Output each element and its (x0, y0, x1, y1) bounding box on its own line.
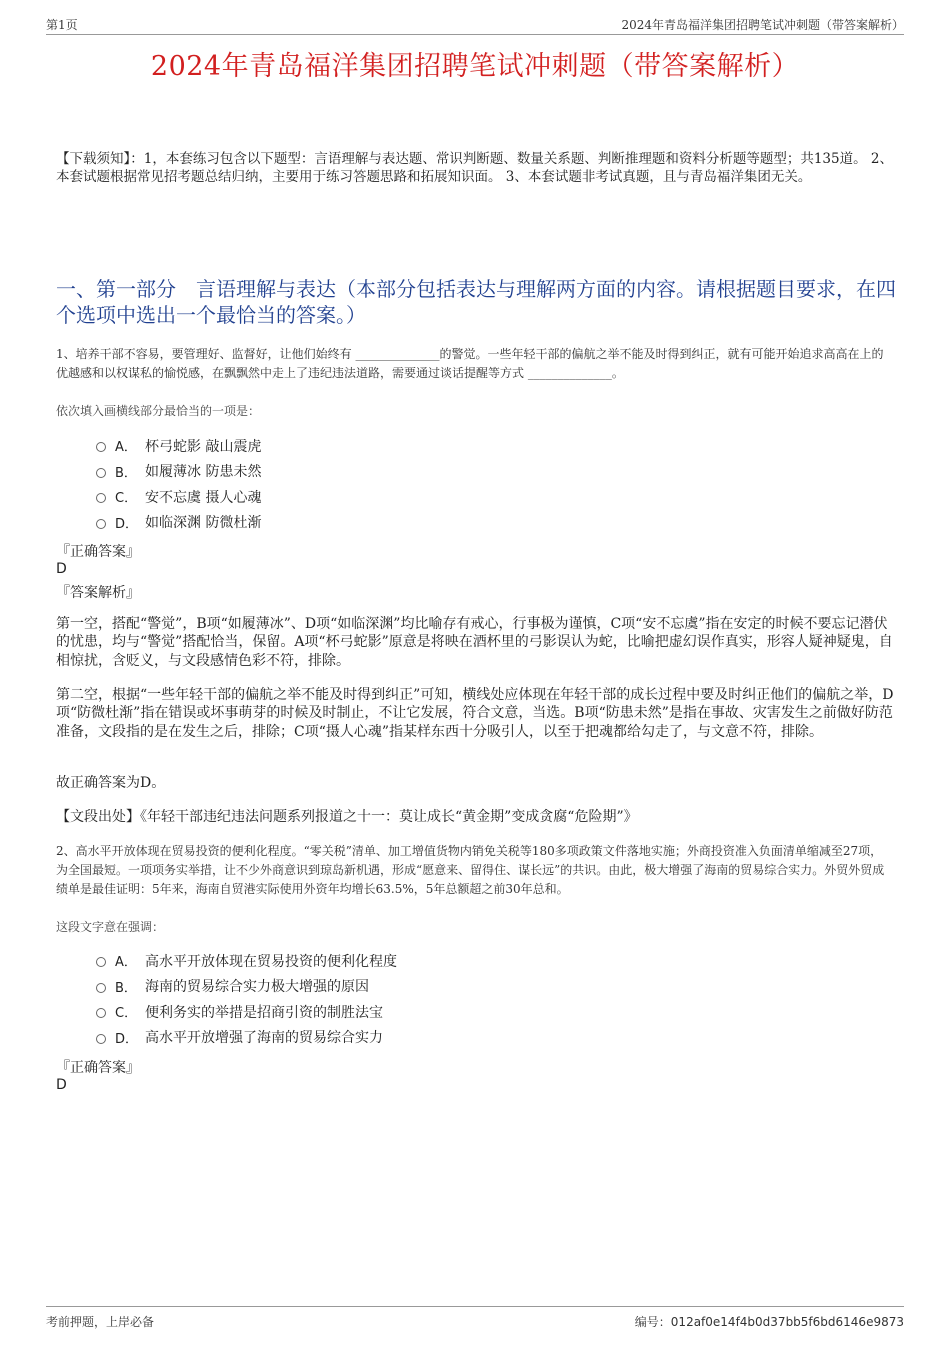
option-c[interactable]: C． 安不忘虞 摄人心魂 (96, 484, 856, 510)
option-a[interactable]: A． 杯弓蛇影 敲山震虎 (96, 433, 856, 459)
radio-icon[interactable] (96, 442, 106, 452)
header-doc-title: 2024年青岛福洋集团招聘笔试冲刺题（带答案解析） (621, 18, 904, 32)
radio-icon[interactable] (96, 493, 106, 503)
download-notice: 【下载须知】：1，本套练习包含以下题型：言语理解与表达题、常识判断题、数量关系题、判断推理题和资料分析题等题型；共135道。 2、本套试题根据常见招考题总结归纳，主要用于练习答题思路和拓展知识面。 3、本套试题非考试真题，且与青岛福洋集团无关。 (56, 151, 893, 185)
question-1-prompt: 依次填入画横线部分最恰当的一项是： (56, 404, 261, 418)
blank-2: ______________ (527, 366, 612, 380)
question-2-stem: 2、高水平开放体现在贸易投资的便利化程度。“零关税”清单、加工增值货物内销免关税等180多项政策文件落地实施；外商投资准入负面清单缩减至27项，为全国最短。一项项务实举措，让不少外商意识到琼岛新机遇，形成“愿意来、留得住、谋长远”的共识。由此，极大增强了海南的贸易综合实力。外贸外贸成绩单是最佳证明：5年来，海南自贸港实际使用外资年均增长63.5%，5年总额超之前30年总和。 (56, 844, 885, 896)
question-1-stem: 1、培养干部不容易，要管理好、监督好，让他们始终有 ______________的警觉。一些年轻干部的偏航之举不能及时得到纠正，就有可能开始追求高高在上的优越感和以权谋私的愉悦感，在飘飘然中走上了违纪违法道路，需要通过谈话提醒等方式 ______________。 (56, 347, 884, 380)
page-title: 2024年青岛福洋集团招聘笔试冲刺题（带答案解析） (150, 51, 800, 82)
analysis-paragraph-1: 第一空，搭配“警觉”，B项“如履薄冰”、D项“如临深渊”均比喻存有戒心，行事极为谨慎，C项“安不忘虞”指在安定的时候不要忘记潜伏的忧患，均与“警觉”搭配恰当，保留。A项“杯弓蛇影”原意是将映在酒杯里的弓影误认为蛇，比喻把虚幻误作真实，形容人疑神疑鬼，自相惊扰，含贬义，与文段感情色彩不符，排除。 (56, 616, 893, 669)
radio-icon[interactable] (96, 957, 106, 967)
answer-label: 『正确答案』 (56, 1060, 140, 1076)
option-d[interactable]: D． 高水平开放增强了海南的贸易综合实力 (96, 1025, 856, 1051)
analysis-conclusion: 故正确答案为D。 (56, 775, 166, 791)
option-b[interactable]: B． 海南的贸易综合实力极大增强的原因 (96, 974, 856, 1000)
analysis-label: 『答案解析』 (56, 585, 140, 601)
option-c[interactable]: C． 便利务实的举措是招商引资的制胜法宝 (96, 999, 856, 1025)
option-d[interactable]: D． 如临深渊 防微杜渐 (96, 510, 856, 536)
page-number: 第1页 (46, 18, 78, 32)
radio-icon[interactable] (96, 468, 106, 478)
blank-1: ______________ (355, 347, 440, 361)
question-1-options (96, 433, 856, 535)
radio-icon[interactable] (96, 983, 106, 993)
radio-icon[interactable] (96, 1034, 106, 1044)
footer-slogan: 考前押题，上岸必备 (46, 1315, 155, 1329)
option-b[interactable]: B． 如履薄冰 防患未然 (96, 459, 856, 485)
document-code: 编号：012af0e14f4b0d37bb5f6bd6146e9873 (634, 1315, 904, 1329)
question-2-prompt: 这段文字意在强调： (56, 920, 165, 934)
radio-icon[interactable] (96, 519, 106, 529)
answer-value: D (56, 561, 67, 577)
text-source: 【文段出处】《年轻干部违纪违法问题系列报道之十一：莫让成长“黄金期”变成贪腐“危险期”》 (56, 809, 638, 825)
page-footer (46, 1306, 904, 1329)
analysis-paragraph-2: 第二空，根据“一些年轻干部的偏航之举不能及时得到纠正”可知，横线处应体现在年轻干部的成长过程中要及时纠正他们的偏航之举，D项“防微杜渐”指在错误或坏事萌芽的时候及时制止，不让它发展，符合文意，当选。B项“防患未然”是指在事故、灾害发生之前做好防范准备，文段指的是在发生之后，排除；C项“摄人心魂”指某样东西十分吸引人，以至于把魂都给勾走了，与文意不符，排除。 (56, 687, 894, 740)
radio-icon[interactable] (96, 1008, 106, 1018)
answer-label: 『正确答案』 (56, 544, 140, 560)
question-2-options (96, 948, 856, 1050)
section-title: 一、第一部分 言语理解与表达（本部分包括表达与理解两方面的内容。请根据题目要求，在四个选项中选出一个最恰当的答案。） (56, 277, 896, 327)
page-header (46, 14, 904, 35)
option-a[interactable]: A． 高水平开放体现在贸易投资的便利化程度 (96, 948, 856, 974)
answer-value: D (56, 1077, 67, 1093)
